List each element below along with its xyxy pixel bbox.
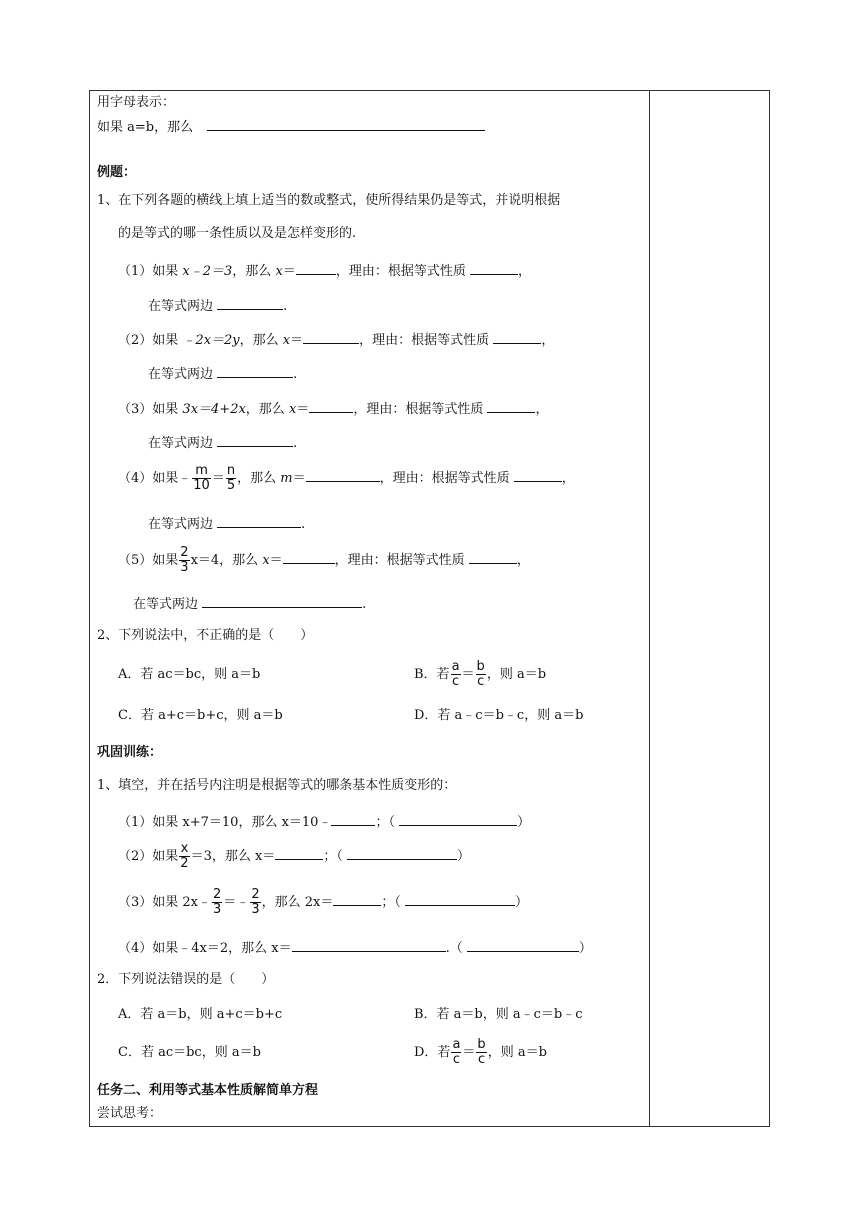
fraction-2-over-3: $\frac{2}{3}$	[180, 545, 189, 575]
answer-blank[interactable]	[331, 811, 375, 826]
task2-heading: 任务二、利用等式基本性质解简单方程	[97, 1083, 319, 1098]
sides-blank[interactable]	[217, 432, 293, 447]
example-item-3-sides: 在等式两边 .	[148, 432, 297, 453]
practice-option-b[interactable]: B．若 a＝b，则 a﹣c＝b﹣c	[414, 1007, 583, 1022]
answer-blank[interactable]	[292, 937, 446, 952]
practice-item-1: （1）如果 x+7＝10，那么 x＝10﹣ ；（ ）	[118, 811, 530, 832]
practice-q1: 1、填空，并在括号内注明是根据等式的哪条基本性质变形的：	[97, 778, 457, 793]
reason-blank[interactable]	[399, 811, 517, 826]
example-q1-line1: 1、在下列各题的横线上填上适当的数或整式，使所得结果仍是等式，并说明根据	[97, 193, 561, 208]
answer-blank[interactable]	[333, 891, 381, 906]
rule-blank[interactable]	[207, 116, 485, 131]
practice-item-3: （3）如果 2x﹣ $\frac{2}{3}$ ＝﹣ $\frac{2}{3}$ ，那么 2x＝ ；（ ）	[118, 887, 529, 917]
practice-option-d[interactable]: D．若 $\frac{a}{c}$ ＝ $\frac{b}{c}$ ，则 a＝b	[414, 1037, 547, 1067]
example-item-1-sides: 在等式两边 .	[148, 295, 287, 316]
example-item-4: （4）如果﹣ $\frac{m}{10}$ ＝ $\frac{n}{5}$ ，那么 m＝ ，理由：根据等式性质 ，	[118, 463, 575, 493]
example-item-3: （3）如果 3x＝4+2x，那么 x＝ ，理由：根据等式性质 ，	[118, 398, 548, 419]
property-blank[interactable]	[514, 467, 562, 482]
example-q1-line2: 的是等式的哪一条性质以及是怎样变形的.	[118, 226, 357, 241]
example-item-2: （2）如果 ﹣2x＝2y，那么 x＝ ，理由：根据等式性质 ，	[118, 329, 554, 350]
rule-prefix: 如果 a=b，那么	[97, 120, 194, 135]
answer-blank[interactable]	[296, 260, 336, 275]
reason-blank[interactable]	[405, 891, 515, 906]
property-blank[interactable]	[470, 260, 518, 275]
answer-blank[interactable]	[309, 398, 353, 413]
fraction-b-over-c: $\frac{b}{c}$	[477, 1037, 486, 1067]
fraction-m-over-10: $\frac{m}{10}$	[193, 463, 210, 493]
answer-blank[interactable]	[306, 467, 380, 482]
practice-heading: 巩固训练：	[97, 745, 163, 760]
fraction-x-over-2: $\frac{x}{2}$	[180, 841, 189, 871]
example-item-2-sides: 在等式两边 .	[148, 363, 297, 384]
reason-blank[interactable]	[467, 937, 579, 952]
property-blank[interactable]	[493, 329, 541, 344]
example-q2: 2、下列说法中，不正确的是（ ）	[97, 628, 314, 643]
answer-blank[interactable]	[283, 549, 335, 564]
option-a[interactable]: A．若 ac＝bc，则 a＝b	[118, 667, 261, 682]
fraction-a-over-c: $\frac{a}{c}$	[452, 1037, 461, 1067]
practice-option-a[interactable]: A．若 a＝b，则 a+c＝b+c	[118, 1007, 283, 1022]
example-heading: 例题：	[97, 165, 137, 180]
practice-item-2: （2）如果 $\frac{x}{2}$ ＝3，那么 x＝ ；（ ）	[118, 841, 470, 871]
answer-blank[interactable]	[275, 845, 323, 860]
sides-blank[interactable]	[217, 513, 301, 528]
example-item-1: （1）如果 x﹣2＝3，那么 x＝ ，理由：根据等式性质 ，	[118, 260, 531, 281]
sides-blank[interactable]	[217, 363, 293, 378]
rule-line	[97, 116, 485, 137]
fraction-b-over-c: $\frac{b}{c}$	[476, 659, 485, 689]
fraction-a-over-c: $\frac{a}{c}$	[451, 659, 460, 689]
example-item-5: （5）如果 $\frac{2}{3}$ x＝4，那么 x＝ ，理由：根据等式性质 ，	[118, 545, 530, 575]
option-d[interactable]: D．若 a﹣c＝b﹣c，则 a＝b	[414, 708, 584, 723]
letters-label: 用字母表示：	[97, 95, 176, 110]
fraction-2-over-3: $\frac{2}{3}$	[251, 887, 260, 917]
fraction-2-over-3: $\frac{2}{3}$	[213, 887, 222, 917]
example-item-4-sides: 在等式两边 .	[148, 513, 305, 534]
example-item-5-sides: 在等式两边 .	[133, 593, 366, 614]
reason-blank[interactable]	[347, 845, 457, 860]
option-b[interactable]: B．若 $\frac{a}{c}$ ＝ $\frac{b}{c}$ ，则 a＝b	[414, 659, 547, 689]
answer-blank[interactable]	[303, 329, 359, 344]
fraction-n-over-5: $\frac{n}{5}$	[226, 463, 236, 493]
practice-option-c[interactable]: C．若 ac＝bc，则 a＝b	[118, 1045, 261, 1060]
sides-blank[interactable]	[217, 295, 283, 310]
practice-q2: 2．下列说法错误的是（ ）	[97, 972, 275, 987]
property-blank[interactable]	[487, 398, 535, 413]
task2-try: 尝试思考：	[97, 1106, 163, 1121]
sides-blank[interactable]	[202, 593, 362, 608]
practice-item-4: （4）如果﹣4x＝2，那么 x＝ .（ ）	[118, 937, 592, 958]
column-divider	[649, 90, 650, 1127]
option-c[interactable]: C．若 a+c＝b+c，则 a＝b	[118, 708, 283, 723]
property-blank[interactable]	[469, 549, 517, 564]
